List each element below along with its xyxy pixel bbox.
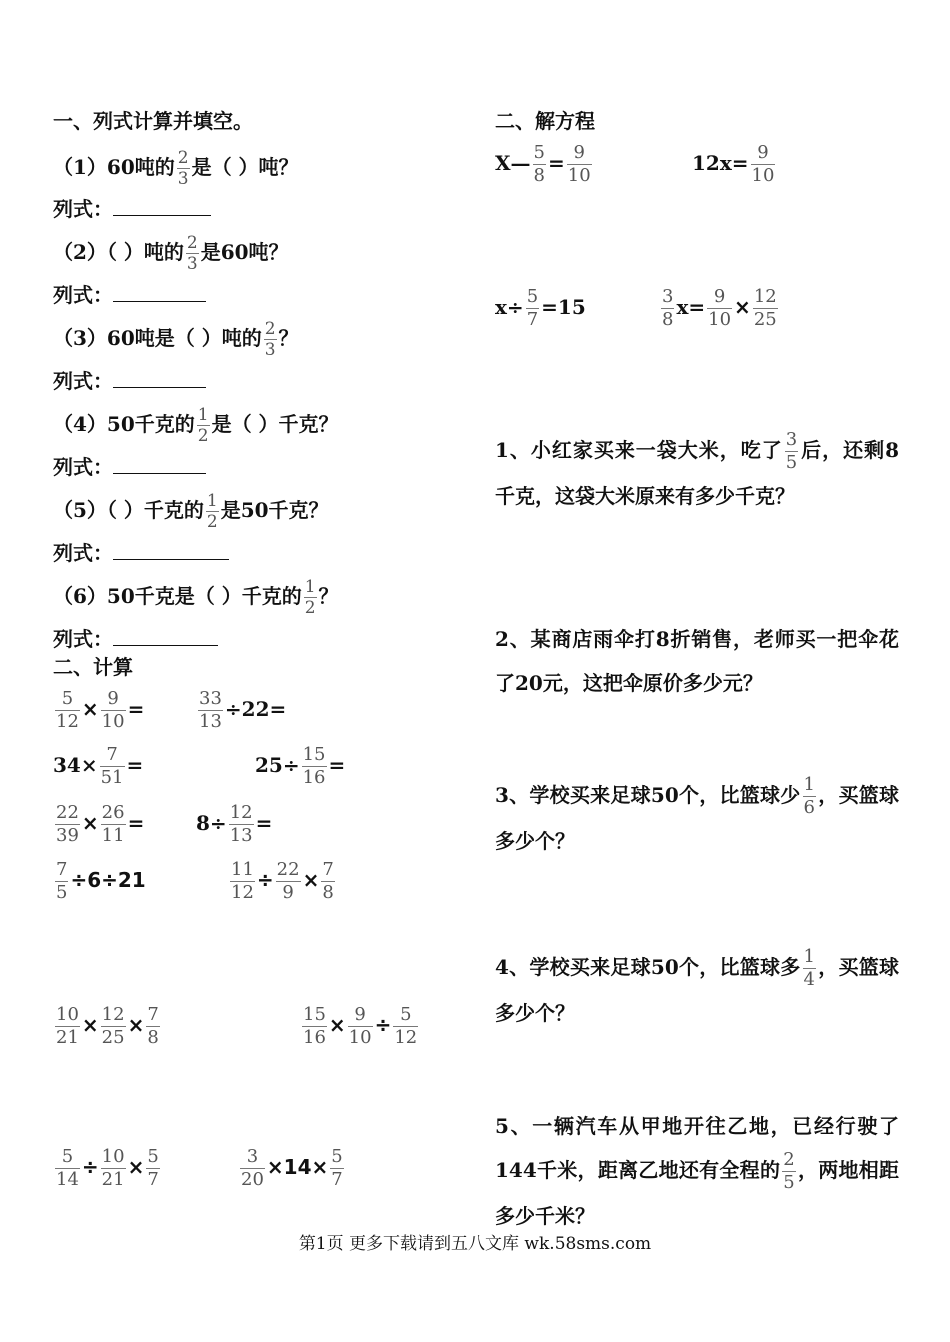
formula-line-2: 列式： xyxy=(53,281,206,308)
equation-1: X— $\frac{5}{8}$ = $\frac{9}{10}$ xyxy=(495,142,591,186)
answer-blank[interactable] xyxy=(113,539,229,560)
question-1-label: （1）60吨的 xyxy=(53,155,175,179)
question-3: （3）60吨是（ ）吨的 $\frac{2}{3}$ ？ xyxy=(53,319,299,360)
question-5: （5）（ ）千克的 $\frac{1}{2}$ 是50千克？ xyxy=(53,491,329,532)
fraction: $\frac{2}{3}$ xyxy=(177,148,189,189)
question-6: （6）50千克是（ ）千克的 $\frac{1}{2}$ ？ xyxy=(53,577,339,618)
formula-line-5: 列式： xyxy=(53,539,229,566)
answer-blank[interactable] xyxy=(113,195,211,216)
calc-item-12: $\frac{3}{20}$ ×14× $\frac{5}{7}$ xyxy=(241,1146,343,1190)
fraction: $\frac{1}{2}$ xyxy=(304,577,316,618)
answer-blank[interactable] xyxy=(113,367,206,388)
fraction: $\frac{2}{3}$ xyxy=(186,233,198,274)
word-problem-2: 2、某商店雨伞打8折销售，老师买一把伞花了20元，这把伞原价多少元？ xyxy=(495,627,899,695)
calc-item-4: 25÷ $\frac{15}{16}$ = xyxy=(255,744,346,788)
formula-line-4: 列式： xyxy=(53,453,206,480)
word-problem-1: 1、小红家买来一袋大米，吃了 $\frac{3}{5}$ 后，还剩8千克，这袋大米原来有多少千克？ xyxy=(495,429,899,508)
answer-blank[interactable] xyxy=(113,453,206,474)
answer-blank[interactable] xyxy=(113,625,218,646)
calc-item-7: $\frac{7}{5}$ ÷6÷21 xyxy=(56,859,146,903)
calc-item-8: $\frac{11}{12}$ ÷ $\frac{22}{9}$ × $\frac{7}{8}$ xyxy=(231,859,334,903)
equation-4: $\frac{3}{8}$ x= $\frac{9}{10}$ × $\frac{12}{25}$ xyxy=(662,286,777,330)
section-heading-2: 二、计算 xyxy=(53,655,133,679)
question-1-tail: 是（ ）吨？ xyxy=(191,155,299,179)
equation-3: x÷ $\frac{5}{7}$ =15 xyxy=(495,286,586,330)
formula-line-3: 列式： xyxy=(53,367,206,394)
question-4: （4）50千克的 $\frac{1}{2}$ 是（ ）千克？ xyxy=(53,405,339,446)
word-problem-3: 3、学校买来足球50个，比篮球少 $\frac{1}{6}$ ，买篮球多少个？ xyxy=(495,774,900,853)
formula-line-1: 列式： xyxy=(53,195,211,222)
calc-item-6: 8÷ $\frac{12}{13}$ = xyxy=(196,802,273,846)
formula-line-6: 列式： xyxy=(53,625,218,652)
question-2: （2）（ ）吨的 $\frac{2}{3}$ 是60吨？ xyxy=(53,233,289,274)
fraction: $\frac{1}{2}$ xyxy=(206,491,218,532)
equation-2: 12x= $\frac{9}{10}$ xyxy=(692,142,775,186)
calc-item-11: $\frac{5}{14}$ ÷ $\frac{10}{21}$ × $\frac{5}{7}$ xyxy=(56,1146,159,1190)
calc-item-10: $\frac{15}{16}$ × $\frac{9}{10}$ ÷ $\frac{5}{12}$ xyxy=(303,1004,418,1048)
equation-heading: 二、解方程 xyxy=(495,109,595,133)
calc-item-3: 34× $\frac{7}{51}$ = xyxy=(53,744,144,788)
word-problem-4: 4、学校买来足球50个，比篮球多 $\frac{1}{4}$ ，买篮球多少个？ xyxy=(495,946,900,1025)
fraction: $\frac{1}{2}$ xyxy=(197,405,209,446)
calc-item-5: $\frac{22}{39}$ × $\frac{26}{11}$ = xyxy=(56,802,145,846)
section-heading-1: 一、列式计算并填空。 xyxy=(53,109,253,133)
calc-item-9: $\frac{10}{21}$ × $\frac{12}{25}$ × $\frac{7}{8}$ xyxy=(56,1004,159,1048)
question-1 xyxy=(53,148,299,189)
calc-item-1: $\frac{5}{12}$ × $\frac{9}{10}$ = xyxy=(56,688,145,732)
word-problem-5: 5、一辆汽车从甲地开往乙地，已经行驶了144千米，距离乙地还有全程的 $\frac{2}{5}$ ，两地相距多少千米？ xyxy=(495,1114,900,1228)
answer-blank[interactable] xyxy=(113,281,206,302)
fraction: $\frac{2}{3}$ xyxy=(264,319,276,360)
page-footer: 第1页 更多下载请到五八文库 wk.58sms.com xyxy=(298,1234,652,1254)
calc-item-2: $\frac{33}{13}$ ÷22= xyxy=(199,688,287,732)
